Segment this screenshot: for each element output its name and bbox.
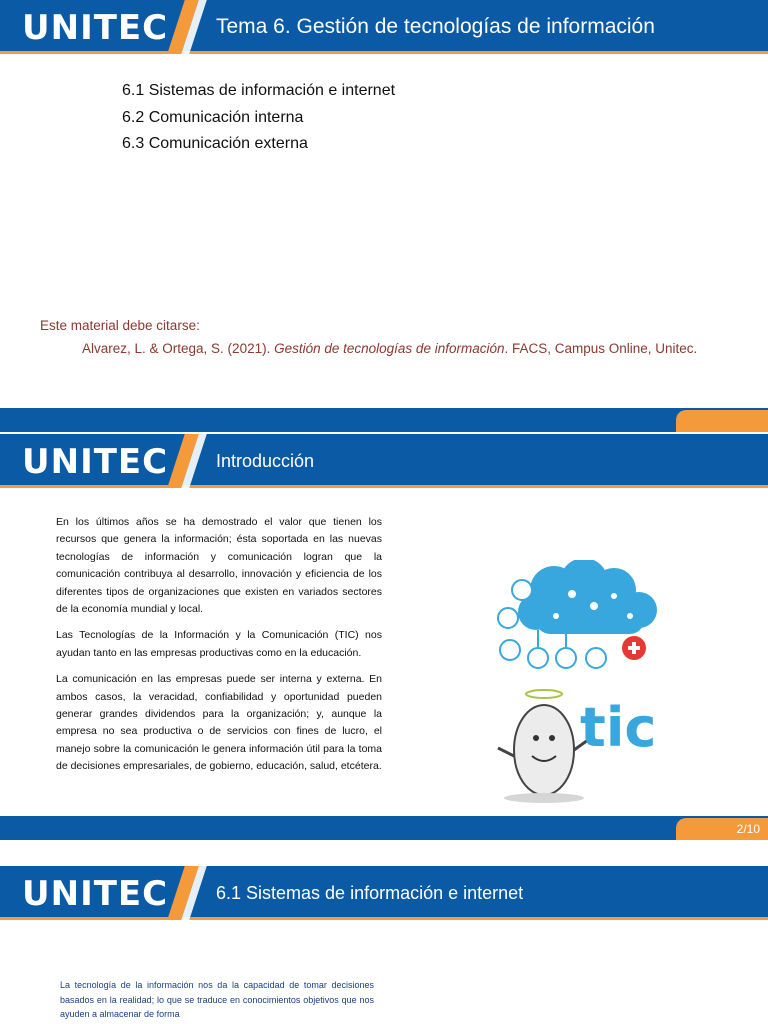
citation-label: Este material debe citarse: [40, 318, 200, 333]
slide-top-bar [0, 408, 768, 432]
toc-item: 6.1 Sistemas de información e internet [122, 82, 396, 99]
citation-text: Alvarez, L. & Ortega, S. (2021). Gestión de tecnologías de información. FACS, Campus Online, Unitec. [82, 341, 698, 356]
paragraph: Las Tecnologías de la Información y la Comunicación (TIC) nos ayudan tanto en las empresas productivas como en la educación. [56, 629, 382, 659]
unitec-logo: UNITEC [22, 8, 169, 48]
slide-header [0, 866, 768, 920]
toc-item: 6.2 Comunicación interna [122, 108, 304, 126]
unitec-logo: UNITEC [22, 442, 169, 482]
slide-header [0, 434, 768, 488]
cloud-icon [518, 560, 657, 634]
plus-icon [622, 636, 646, 660]
slide-2 [0, 408, 768, 840]
table-of-contents [122, 78, 395, 158]
slide-title: Tema 6. Gestión de tecnologías de información [216, 15, 655, 38]
slide-footer [0, 816, 768, 840]
paragraph: En los últimos años se ha demostrado el valor que tienen los recursos que genera la información; ésta soportada en las nuevas tecnologías de información y comunicación logran que la comunicación contribuya al desarrollo, innovación y eficiencia de los diferentes tipos de organizaciones que existen en variados sectores de la economía mundial y local. [56, 516, 382, 616]
tic-word: tic [580, 696, 657, 759]
slide-title: Introducción [216, 451, 315, 471]
slide-header [0, 0, 768, 54]
intro-text [56, 514, 382, 785]
paragraph: La comunicación en las empresas puede ser interna y externa. En ambos casos, la veracidad, confiabilidad y oportunidad pueden generar grandes dividendos para la organización; y, aunque la empresa no sea productiva o de servicios con fines de lucro, el manejo sobre la comunicación le genera información útil para la toma de decisiones empresariales, de gobierno, educación, salud, etcétera. [56, 673, 382, 773]
slide-title: 6.1 Sistemas de información e internet [216, 883, 524, 903]
mascot-icon [498, 690, 588, 803]
unitec-logo: UNITEC [22, 874, 169, 914]
slide-body-text: La tecnología de la información nos da la capacidad de tomar decisiones basados en la realidad; lo que se traduce en conocimientos objetivos que nos ayuden a almacenar de forma [60, 980, 374, 1019]
slide-3 [0, 840, 768, 1024]
slide-1 [0, 0, 768, 408]
toc-item: 6.3 Comunicación externa [122, 135, 308, 152]
page-number: 2/10 [676, 818, 768, 840]
tic-illustration [484, 560, 674, 810]
